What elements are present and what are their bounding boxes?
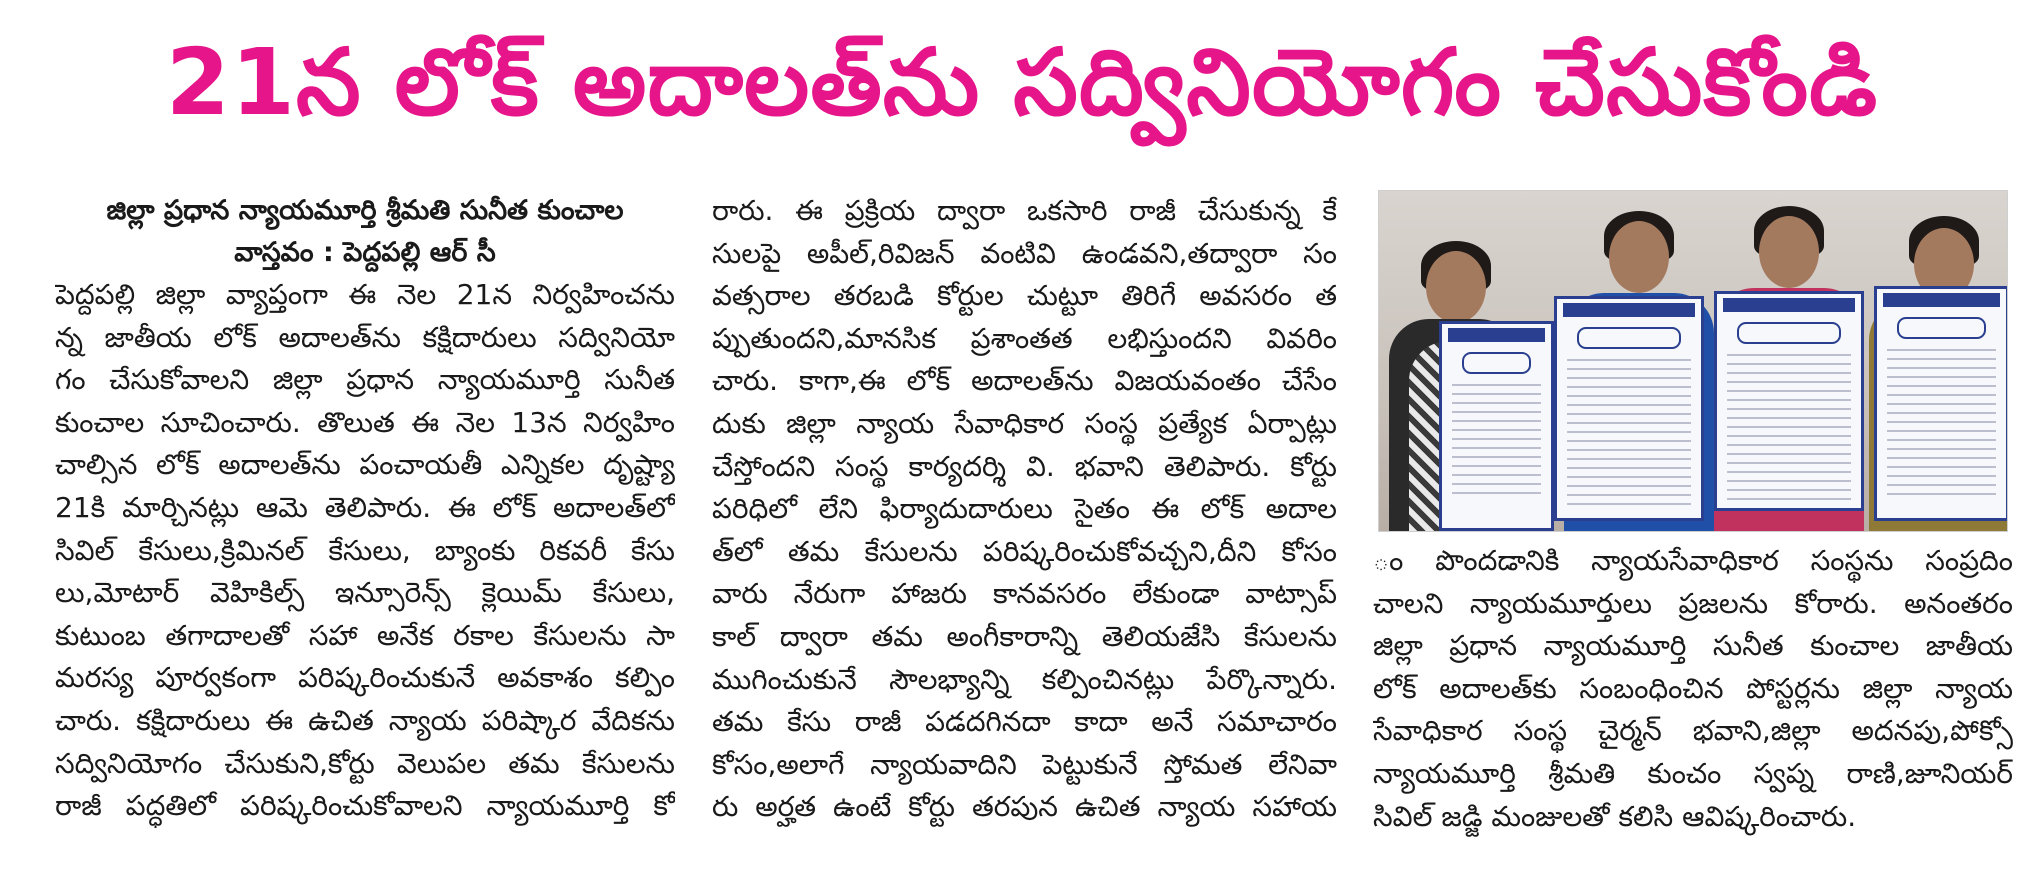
text-line: చారు. కక్షిదారులు ఈ ఉచిత న్యాయ పరిష్కార వేదికను	[55, 703, 675, 737]
text-line: కాల్ ద్వారా తమ అంగీకారాన్ని తెలియజేసి కేసులను	[712, 619, 1337, 653]
text-line: మరస్య పూర్వకంగా పరిష్కరించుకునే అవకాశం కల్పిం	[55, 661, 675, 695]
article-column-1	[55, 190, 675, 828]
headline: 21న లోక్ అదాలత్‌ను సద్వినియోగం చేసుకోండి	[165, 29, 1879, 136]
text-line: పరిధిలో లేని ఫిర్యాదుదారులు సైతం ఈ లోక్ అదాల	[712, 492, 1337, 526]
text-line: చేస్తోందని సంస్థ కార్యదర్శి వి. భవాని తెలిపారు. కోర్టు	[712, 449, 1337, 483]
column-2-text	[712, 190, 1337, 829]
text-line: చాల్సిన లోక్ అదాలత్‌ను పంచాయతీ ఎన్నికల దృష్ట్యా	[55, 448, 675, 482]
text-line: లు,మోటార్ వెహికిల్స్ ఇన్సూరెన్స్ క్లెయిమ్ కేసులు,	[55, 576, 675, 610]
text-line: చాలని న్యాయమూర్తులు ప్రజలను కోరారు. అనంతరం	[1373, 586, 2013, 620]
column-3-text	[1373, 540, 2013, 838]
text-line: పెద్దపల్లి జిల్లా వ్యాప్తంగా ఈ నెల 21న నిర్వహించను	[55, 278, 675, 311]
text-line: వారు నేరుగా హాజరు కానవసరం లేకుండా వాట్సాప్	[712, 577, 1337, 611]
text-line: సద్వినియోగం చేసుకుని,కోర్టు వెలుపల తమ కేసులను	[55, 746, 675, 780]
text-line: లోక్ అదాలత్‌కు సంబంధించిన పోస్టర్లను జిల్లా న్యాయ	[1373, 671, 2013, 705]
text-line: జిల్లా ప్రధాన న్యాయమూర్తి సునీత కుంచాల జాతీయ	[1373, 629, 2013, 663]
text-line: సివిల్ జడ్జి మంజులతో కలిసి ఆవిష్కరించారు.	[1373, 799, 1857, 833]
text-line: రు అర్హత ఉంటే కోర్టు తరపున ఉచిత న్యాయ సహాయ	[712, 790, 1337, 824]
text-line: రాజీ పద్ధతిలో పరిష్కరించుకోవాలని న్యాయమూర్తి కో	[55, 789, 675, 823]
text-line: రారు. ఈ ప్రక్రియ ద్వారా ఒకసారి రాజీ చేసుకున్న కే	[712, 194, 1337, 227]
text-line: త్‌లో తమ కేసులను పరిష్కరించుకోవచ్చని,దీని కోసం	[712, 534, 1337, 568]
text-line: సేవాధికార సంస్థ చైర్మన్ భవాని,జిల్లా అదనపు,పోక్సో	[1373, 714, 2013, 748]
text-line: ం పొందడానికి న్యాయసేవాధికార సంస్థను సంప్రదిం	[1373, 544, 2013, 577]
text-line: కోసం,అలాగే న్యాయవాదిని పెట్టుకునే స్తోమత లేనివా	[712, 747, 1337, 781]
text-line: సివిల్ కేసులు,క్రిమినల్ కేసులు, బ్యాంకు రికవరీ కేసు	[55, 533, 675, 567]
text-line: ముగించుకునే సౌలభ్యాన్ని కల్పించినట్లు పేర్కొన్నారు.	[712, 662, 1337, 696]
poster	[1714, 291, 1864, 511]
text-line: దుకు జిల్లా న్యాయ సేవాధికార సంస్థ ప్రత్యేక ఏర్పాట్లు	[712, 406, 1337, 440]
text-line: సులపై అపీల్,రివిజన్ వంటివి ఉండవని,తద్వారా సం	[712, 236, 1337, 270]
text-line: ప్పుతుందని,మానసిక ప్రశాంతత లభిస్తుందని వివరిం	[712, 321, 1337, 355]
text-line: వత్సరాల తరబడి కోర్టుల చుట్టూ తిరిగే అవసరం త	[712, 279, 1337, 313]
text-line: చారు. కాగా,ఈ లోక్ అదాలత్‌ను విజయవంతం చేసేం	[712, 364, 1337, 398]
poster	[1439, 321, 1554, 531]
byline-judge: జిల్లా ప్రధాన న్యాయమూర్తి శ్రీమతి సునీత కుంచాల	[106, 195, 624, 226]
poster	[1874, 286, 2008, 521]
column-1-text	[55, 274, 675, 828]
article-column-2	[712, 190, 1337, 829]
poster	[1554, 296, 1704, 521]
text-line: న్న జాతీయ లోక్ అదాలత్‌ను కక్షిదారులు సద్వినియో	[55, 320, 675, 354]
text-line: 21కి మార్చినట్లు ఆమె తెలిపారు. ఈ లోక్ అదాలత్‌లో	[55, 490, 675, 524]
text-line: కుటుంబ తగాదాలతో సహా అనేక రకాల కేసులను సా	[55, 618, 675, 652]
news-photo	[1378, 190, 2008, 532]
text-line: న్యాయమూర్తి శ్రీమతి కుంచం స్వప్న రాణి,జూనియర్	[1373, 756, 2013, 790]
byline-dateline: వాస్తవం : పెద్దపల్లి ఆర్ సీ	[234, 237, 496, 268]
text-line: కుంచాల సూచించారు. తొలుత ఈ నెల 13న నిర్వహిం	[55, 405, 675, 439]
article-column-3	[1373, 540, 2013, 838]
text-line: గం చేసుకోవాలని జిల్లా ప్రధాన న్యాయమూర్తి సునీత	[55, 363, 675, 397]
text-line: తమ కేసు రాజీ పడదగినదా కాదా అనే సమాచారం	[712, 705, 1337, 739]
